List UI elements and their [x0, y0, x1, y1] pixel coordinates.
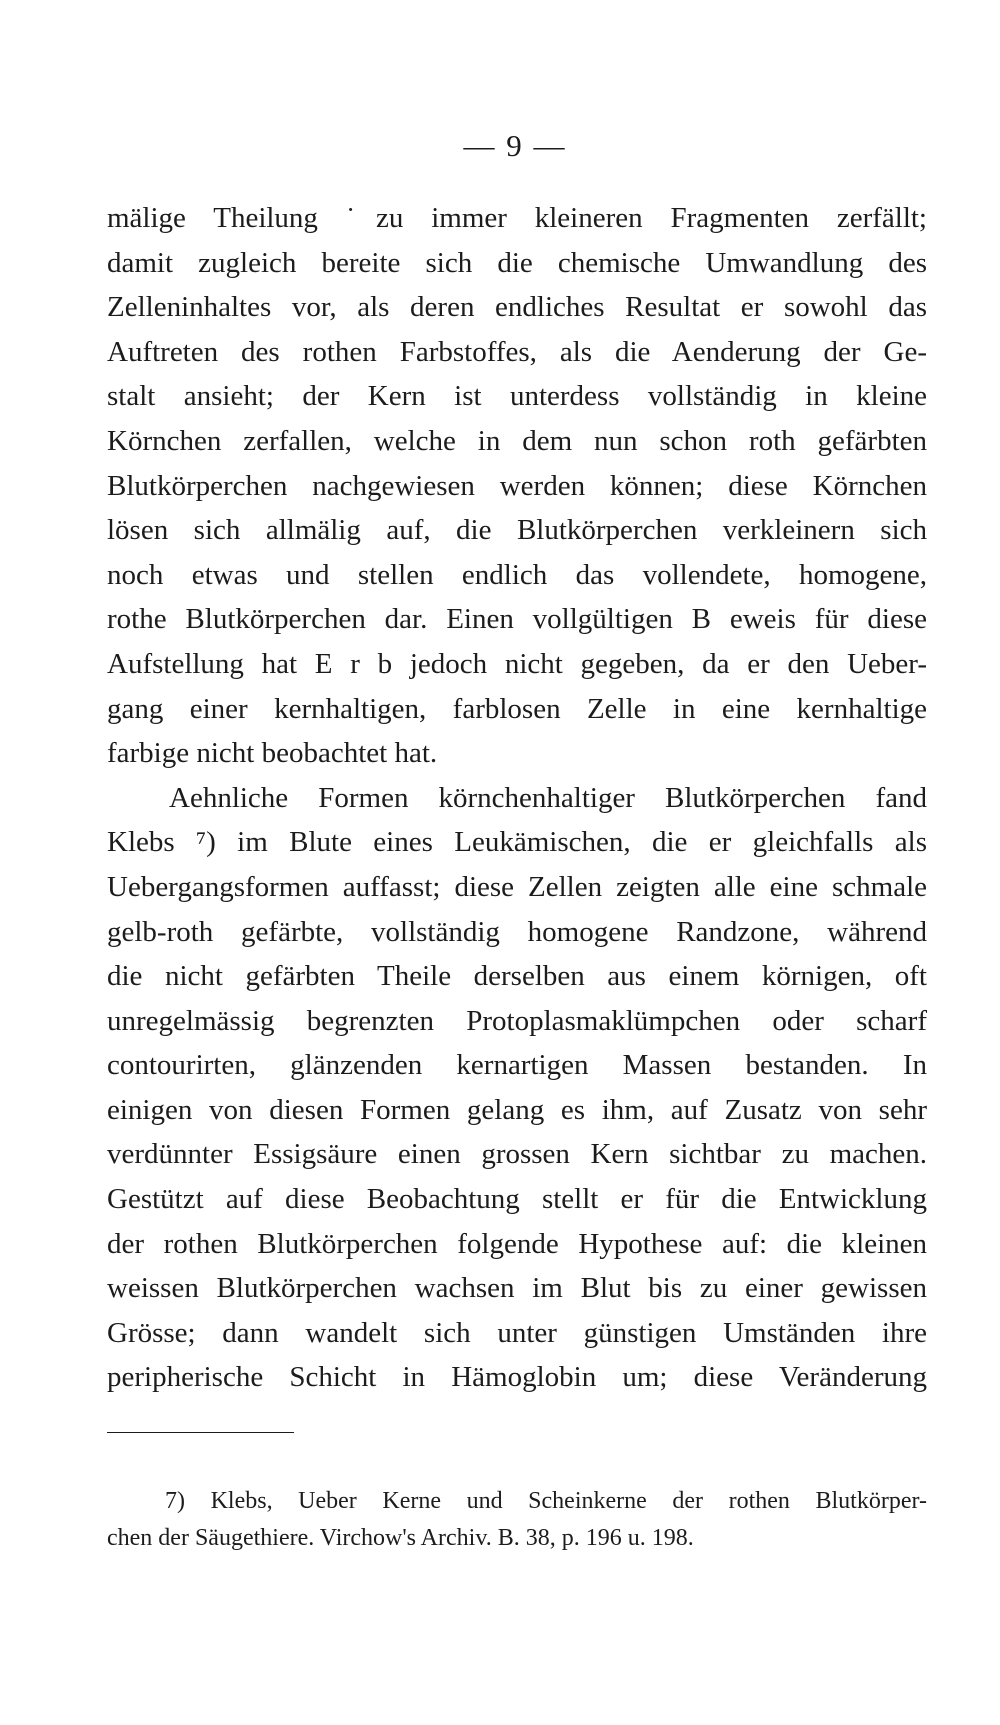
- text-line: Grösse; dann wandelt sich unter günstigen Umständen ihre: [107, 1316, 927, 1349]
- text-line: stalt ansieht; der Kern ist unterdess vollständig in kleine: [107, 380, 927, 413]
- text-line: Klebs ⁷) im Blute eines Leukämischen, die er gleichfalls als: [107, 826, 927, 859]
- text-line: Uebergangsformen auffasst; diese Zellen zeigten alle eine schmale: [107, 870, 927, 903]
- text-line: lösen sich allmälig auf, die Blutkörperchen verkleinern sich: [107, 514, 927, 547]
- footnote-line: chen der Säugethiere. Virchow's Archiv. B. 38, p. 196 u. 198.: [107, 1525, 694, 1551]
- text-line: die nicht gefärbten Theile derselben aus einem körnigen, oft: [107, 960, 927, 993]
- text-line: Zelleninhaltes vor, als deren endliches Resultat er sowohl das: [107, 291, 927, 324]
- body-text: [107, 196, 927, 1400]
- footnote-divider: [107, 1432, 294, 1433]
- text-line: mälige Theilung ˙zu immer kleineren Fragmenten zerfällt;: [107, 202, 927, 234]
- text-line: noch etwas und stellen endlich das vollendete, homogene,: [107, 558, 927, 591]
- text-line: contourirten, glänzenden kernartigen Massen bestanden. In: [107, 1049, 927, 1082]
- text-line: peripherische Schicht in Hämoglobin um; diese Veränderung: [107, 1361, 927, 1394]
- text-line: Aufstellung hat E r b jedoch nicht gegeben, da er den Ueber-: [107, 647, 927, 680]
- text-line: Blutkörperchen nachgewiesen werden können; diese Körnchen: [107, 469, 927, 502]
- footnote-line: 7) Klebs, Ueber Kerne und Scheinkerne der rothen Blutkörper-: [165, 1488, 927, 1514]
- text-line: weissen Blutkörperchen wachsen im Blut bis zu einer gewissen: [107, 1272, 927, 1305]
- page-number: — 9 —: [463, 128, 567, 163]
- text-line: damit zugleich bereite sich die chemische Umwandlung des: [107, 246, 927, 279]
- text-line: Körnchen zerfallen, welche in dem nun schon roth gefärbten: [107, 424, 927, 457]
- text-line: Auftreten des rothen Farbstoffes, als die Aenderung der Ge-: [107, 335, 927, 368]
- text-line: rothe Blutkörperchen dar. Einen vollgültigen B eweis für diese: [107, 603, 927, 636]
- footnotes: [107, 1483, 927, 1557]
- text-line: einigen von diesen Formen gelang es ihm, auf Zusatz von sehr: [107, 1093, 927, 1126]
- text-line: gelb-roth gefärbte, vollständig homogene Randzone, während: [107, 915, 927, 948]
- text-line: unregelmässig begrenzten Protoplasmaklümpchen oder scharf: [107, 1004, 927, 1037]
- paragraph-start-line: Aehnliche Formen körnchenhaltiger Blutkörperchen fand: [169, 781, 927, 814]
- text-line: gang einer kernhaltigen, farblosen Zelle in eine kernhaltige: [107, 692, 927, 725]
- text-line: verdünnter Essigsäure einen grossen Kern sichtbar zu machen.: [107, 1138, 927, 1171]
- text-line: Gestützt auf diese Beobachtung stellt er für die Entwicklung: [107, 1183, 927, 1216]
- paragraph-end-line: farbige nicht beobachtet hat.: [107, 737, 438, 770]
- text-line: der rothen Blutkörperchen folgende Hypothese auf: die kleinen: [107, 1227, 927, 1260]
